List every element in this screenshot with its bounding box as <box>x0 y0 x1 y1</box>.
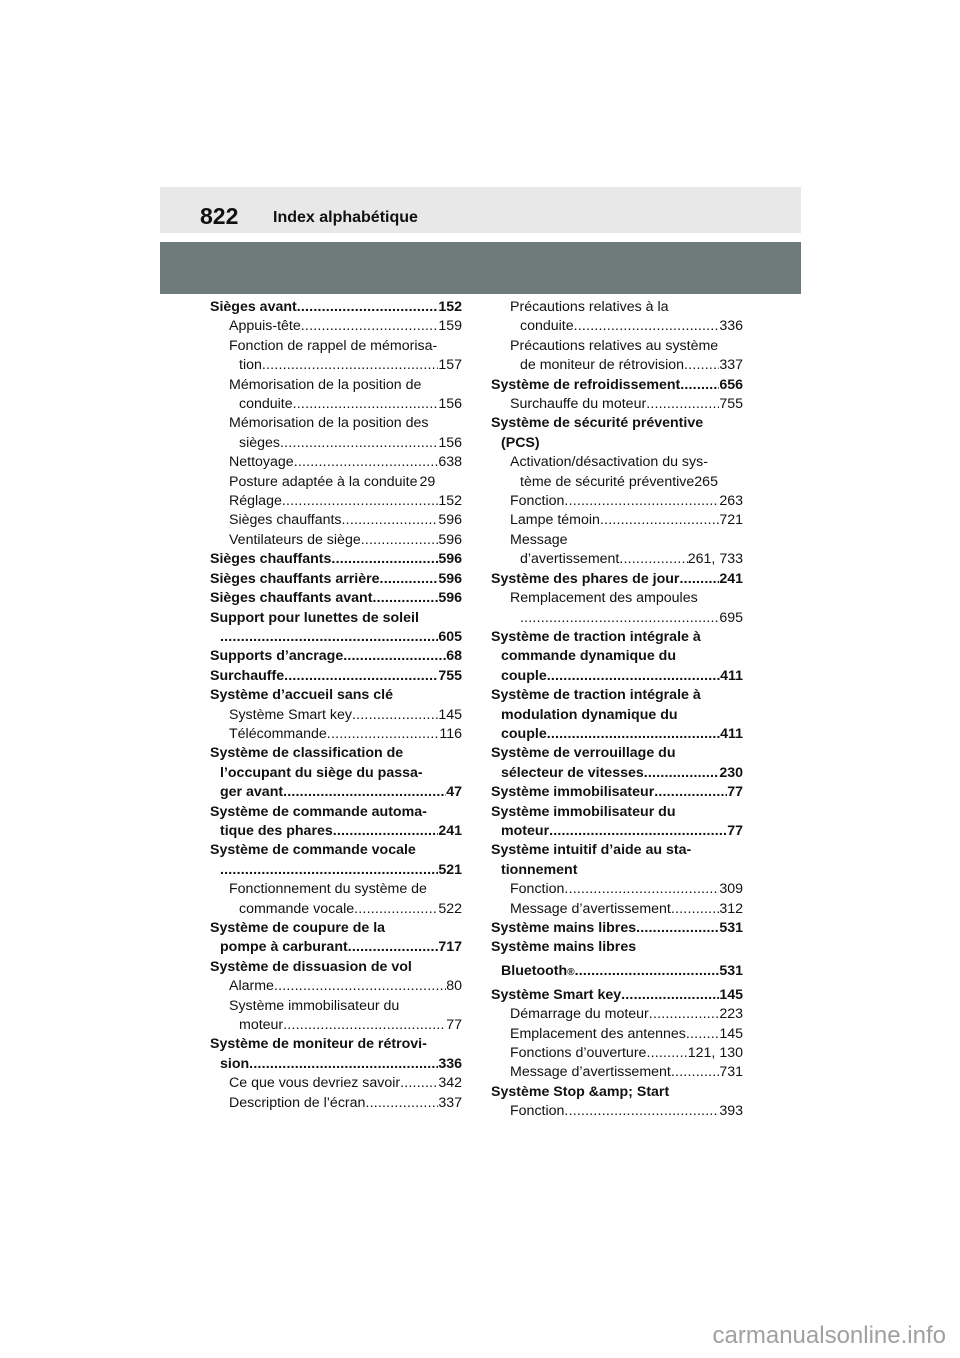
index-entry: Système de refroidissement ..... 656 <box>491 376 743 395</box>
index-subentry: Télécommande ..... 116 <box>210 725 462 744</box>
index-entry: Système Smart key ..... 145 <box>491 986 743 1005</box>
index-entry: Sièges chauffants ..... 596 <box>210 550 462 569</box>
index-entry: Système de commande vocale ..... 521 <box>210 841 462 880</box>
index-subentry: Fonction ..... 309 <box>491 880 743 899</box>
watermark: carmanualsonline.info <box>712 1322 946 1349</box>
index-subentry: Mémorisation de la position de conduite ..... 156 <box>210 376 462 415</box>
index-entry: Support pour lunettes de soleil ..... 605 <box>210 609 462 648</box>
index-subentry: Appuis-tête ..... 159 <box>210 317 462 336</box>
index-subentry: Ce que vous devriez savoir ..... 342 <box>210 1074 462 1093</box>
index-subentry: Message d’avertissement ..... 731 <box>491 1063 743 1082</box>
index-subentry: Système immobilisateur du moteur ..... 77 <box>210 997 462 1036</box>
index-subentry: Remplacement des ampoules ..... 695 <box>491 589 743 628</box>
index-subentry: Démarrage du moteur ..... 223 <box>491 1005 743 1024</box>
index-subentry: Ventilateurs de siège ..... 596 <box>210 531 462 550</box>
index-entry: Supports d’ancrage ..... 68 <box>210 647 462 666</box>
index-subentry: Précautions relatives au système de moniteur de rétrovision ..... 337 <box>491 337 743 376</box>
index-subentry: Alarme ..... 80 <box>210 977 462 996</box>
index-entry: Sièges chauffants avant ..... 596 <box>210 589 462 608</box>
index-subentry: Fonction ..... 263 <box>491 492 743 511</box>
index-entry: Système de moniteur de rétrovi- sion ..... 336 <box>210 1035 462 1074</box>
page-number: 822 <box>200 203 239 229</box>
index-subentry: Message d’avertissement ..... 261, 733 <box>491 531 743 570</box>
index-subentry: Sièges chauffants ..... 596 <box>210 511 462 530</box>
index-subentry: Mémorisation de la position des sièges ..... 156 <box>210 414 462 453</box>
index-subentry: Description de l’écran ..... 337 <box>210 1094 462 1113</box>
index-entry: Sièges avant ..... 152 <box>210 298 462 317</box>
section-title: Index alphabétique <box>273 209 418 226</box>
index-entry: Sièges chauffants arrière ..... 596 <box>210 570 462 589</box>
index-subentry: Fonction de rappel de mémorisa- tion ..... 157 <box>210 337 462 376</box>
index-column-right <box>491 298 743 1122</box>
header-bar <box>160 187 801 233</box>
index-entry: Système intuitif d’aide au sta- tionnement <box>491 842 692 878</box>
index-entry: Système de traction intégrale à modulation dynamique du couple ..... 411 <box>491 686 743 744</box>
index-entry: Système mains libres ..... 531 <box>491 919 743 938</box>
index-entry: Système de sécurité préventive (PCS) <box>491 415 704 451</box>
index-subentry: Emplacement des antennes ..... 145 <box>491 1025 743 1044</box>
index-entry: Système immobilisateur ..... 77 <box>491 783 743 802</box>
header-band <box>160 242 801 294</box>
index-entry: Système de commande automa- tique des phares ..... 241 <box>210 803 462 842</box>
index-subentry: Activation/désactivation du sys- tème de sécurité préventive 265 <box>510 454 718 490</box>
index-subentry: Système Smart key ..... 145 <box>210 706 462 725</box>
index-entry: Système des phares de jour ..... 241 <box>491 570 743 589</box>
index-subentry: Lampe témoin ..... 721 <box>491 511 743 530</box>
index-entry: Système immobilisateur du moteur ..... 77 <box>491 803 743 842</box>
index-column-left <box>210 298 462 1113</box>
index-entry: Surchauffe ..... 755 <box>210 667 462 686</box>
index-entry: Système de traction intégrale à commande dynamique du couple ..... 411 <box>491 628 743 686</box>
index-subentry: Posture adaptée à la conduite 29 <box>229 473 436 490</box>
index-entry: Système de verrouillage du sélecteur de vitesses ..... 230 <box>491 744 743 783</box>
index-subentry: Surchauffe du moteur ..... 755 <box>491 395 743 414</box>
index-subentry: Message d’avertissement ..... 312 <box>491 900 743 919</box>
index-entry: Système de classification de l’occupant du siège du passa- ger avant ..... 47 <box>210 744 462 802</box>
index-subentry: Réglage ..... 152 <box>210 492 462 511</box>
index-subentry: Fonctionnement du système de commande vocale ..... 522 <box>210 880 462 919</box>
index-entry: Système de coupure de la pompe à carburant ..... 717 <box>210 919 462 958</box>
index-entry: Système d’accueil sans clé <box>210 687 393 704</box>
index-subentry: Nettoyage ..... 638 <box>210 453 462 472</box>
index-subentry: Fonction ..... 393 <box>491 1102 743 1121</box>
index-subentry: Précautions relatives à la conduite ..... 336 <box>491 298 743 337</box>
index-entry: Système mains libres Bluetooth ® ..... 531 <box>491 938 743 985</box>
index-subentry: Fonctions d’ouverture ..... 121, 130 <box>491 1044 743 1063</box>
index-entry: Système Stop &amp; Start <box>491 1083 670 1100</box>
index-entry: Système de dissuasion de vol <box>210 958 412 975</box>
